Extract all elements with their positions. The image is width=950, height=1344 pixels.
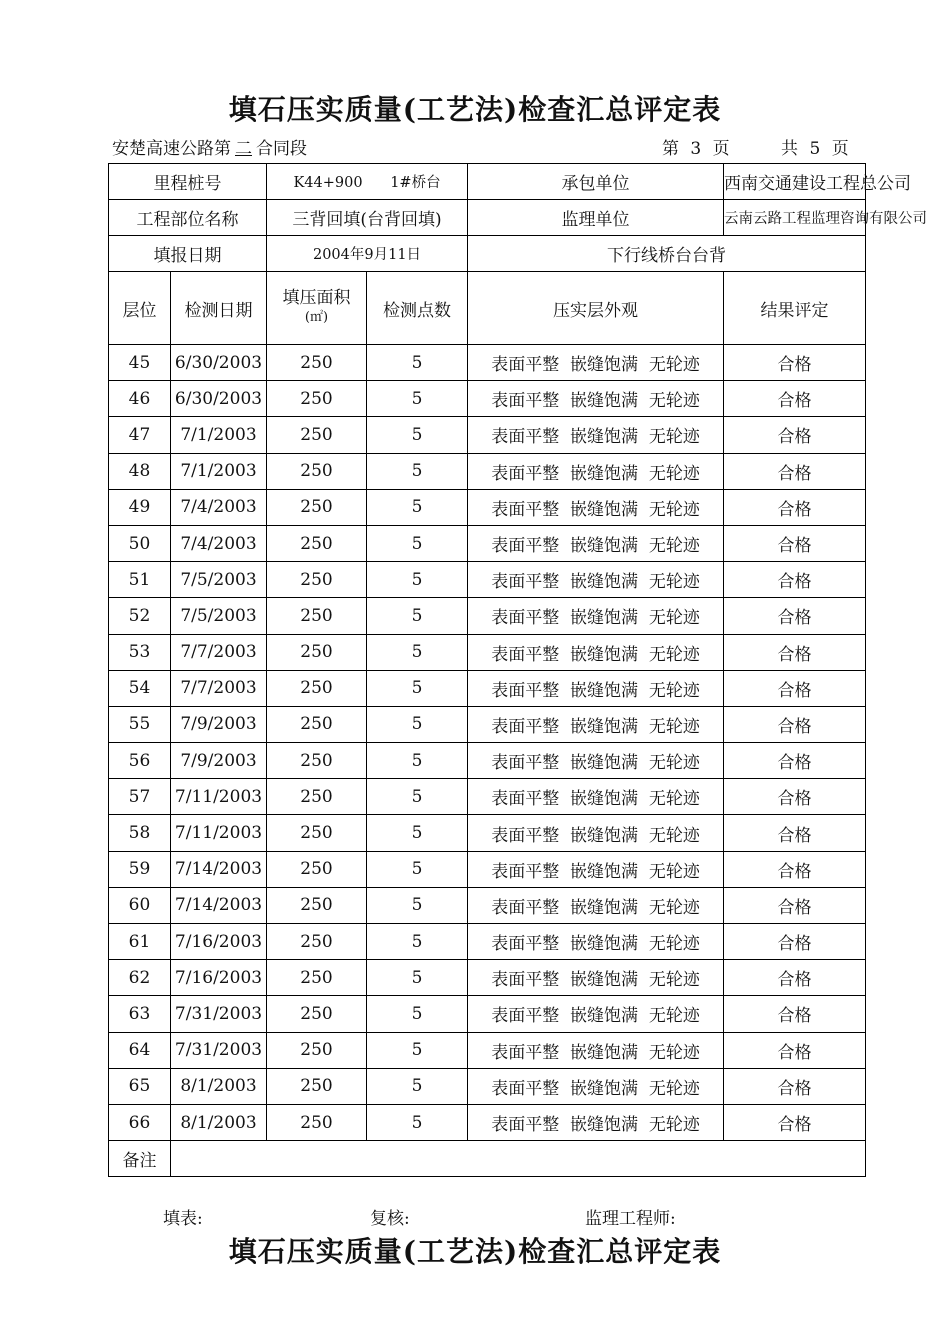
- cell-appearance: 表面平整 嵌缝饱满 无轮迹: [468, 381, 724, 417]
- table-row: [109, 1032, 866, 1068]
- cell-result: 合格: [724, 453, 866, 489]
- cell-points: 5: [367, 743, 468, 779]
- cell-layer: 57: [109, 779, 171, 815]
- table-row: [109, 634, 866, 670]
- contract-segment: 二: [235, 139, 252, 159]
- column-header-row: [109, 272, 866, 345]
- cell-appearance: 表面平整 嵌缝饱满 无轮迹: [468, 960, 724, 996]
- contractor-value: 西南交通建设工程总公司: [724, 164, 866, 200]
- cell-layer: 59: [109, 851, 171, 887]
- cell-result: 合格: [724, 670, 866, 706]
- info-row-part: [109, 200, 866, 236]
- page-label: 第: [662, 139, 679, 159]
- table-row: [109, 417, 866, 453]
- cell-appearance: 表面平整 嵌缝饱满 无轮迹: [468, 743, 724, 779]
- cell-layer: 66: [109, 1104, 171, 1140]
- cell-appearance: 表面平整 嵌缝饱满 无轮迹: [468, 1032, 724, 1068]
- table-row: [109, 1104, 866, 1140]
- cell-result: 合格: [724, 634, 866, 670]
- table-row: [109, 670, 866, 706]
- cell-points: 5: [367, 851, 468, 887]
- cell-date: 7/11/2003: [171, 815, 267, 851]
- cell-appearance: 表面平整 嵌缝饱满 无轮迹: [468, 670, 724, 706]
- cell-date: 6/30/2003: [171, 381, 267, 417]
- table-row: [109, 851, 866, 887]
- cell-area: 250: [267, 525, 367, 561]
- location-value: 下行线桥台台背: [468, 236, 866, 272]
- header-area-label: 填压面积: [282, 288, 351, 308]
- cell-layer: 63: [109, 996, 171, 1032]
- table-row: [109, 887, 866, 923]
- cell-points: 5: [367, 453, 468, 489]
- table-row: [109, 996, 866, 1032]
- cell-result: 合格: [724, 706, 866, 742]
- cell-appearance: 表面平整 嵌缝饱满 无轮迹: [468, 815, 724, 851]
- remark-value: [171, 1141, 866, 1177]
- cell-points: 5: [367, 815, 468, 851]
- contract-suffix: 合同段: [256, 139, 307, 159]
- cell-points: 5: [367, 489, 468, 525]
- table-row: [109, 453, 866, 489]
- report-date-value: 2004年9月11日: [267, 236, 468, 272]
- cell-result: 合格: [724, 345, 866, 381]
- cell-layer: 51: [109, 562, 171, 598]
- cell-layer: 55: [109, 706, 171, 742]
- table-row: [109, 489, 866, 525]
- cell-result: 合格: [724, 1104, 866, 1140]
- cell-layer: 46: [109, 381, 171, 417]
- cell-layer: 48: [109, 453, 171, 489]
- cell-layer: 56: [109, 743, 171, 779]
- cell-layer: 52: [109, 598, 171, 634]
- cell-points: 5: [367, 1032, 468, 1068]
- cell-appearance: 表面平整 嵌缝饱满 无轮迹: [468, 598, 724, 634]
- cell-points: 5: [367, 706, 468, 742]
- inspection-table: [108, 163, 928, 1177]
- cell-points: 5: [367, 345, 468, 381]
- station-label: 里程桩号: [109, 164, 267, 200]
- table-row: [109, 779, 866, 815]
- cell-area: 250: [267, 960, 367, 996]
- info-row-station: [109, 164, 866, 200]
- cell-points: 5: [367, 562, 468, 598]
- table-row: [109, 815, 866, 851]
- table-row: [109, 598, 866, 634]
- contractor-label: 承包单位: [468, 164, 724, 200]
- cell-result: 合格: [724, 851, 866, 887]
- cell-appearance: 表面平整 嵌缝饱满 无轮迹: [468, 706, 724, 742]
- cell-points: 5: [367, 634, 468, 670]
- cell-result: 合格: [724, 887, 866, 923]
- cell-appearance: 表面平整 嵌缝饱满 无轮迹: [468, 489, 724, 525]
- cell-date: 7/14/2003: [171, 851, 267, 887]
- table-row: [109, 706, 866, 742]
- cell-date: 7/16/2003: [171, 924, 267, 960]
- cell-points: 5: [367, 670, 468, 706]
- cell-result: 合格: [724, 924, 866, 960]
- cell-layer: 50: [109, 525, 171, 561]
- cell-appearance: 表面平整 嵌缝饱满 无轮迹: [468, 996, 724, 1032]
- total-unit: 页: [831, 139, 849, 159]
- table-row: [109, 743, 866, 779]
- cell-appearance: 表面平整 嵌缝饱满 无轮迹: [468, 924, 724, 960]
- next-page-title: 填石压实质量(工艺法)检查汇总评定表: [228, 1235, 722, 1268]
- cell-area: 250: [267, 851, 367, 887]
- cell-appearance: 表面平整 嵌缝饱满 无轮迹: [468, 779, 724, 815]
- cell-date: 7/4/2003: [171, 525, 267, 561]
- cell-date: 8/1/2003: [171, 1104, 267, 1140]
- station-value: K44+900 1#桥台: [267, 164, 468, 200]
- signature-engineer: 监理工程师:: [585, 1209, 676, 1229]
- cell-date: 7/1/2003: [171, 417, 267, 453]
- cell-points: 5: [367, 1104, 468, 1140]
- header-area: [267, 272, 367, 345]
- cell-area: 250: [267, 887, 367, 923]
- cell-result: 合格: [724, 562, 866, 598]
- part-value: 三背回填(台背回填): [267, 200, 468, 236]
- cell-result: 合格: [724, 1068, 866, 1104]
- cell-area: 250: [267, 779, 367, 815]
- cell-appearance: 表面平整 嵌缝饱满 无轮迹: [468, 851, 724, 887]
- cell-layer: 47: [109, 417, 171, 453]
- cell-points: 5: [367, 417, 468, 453]
- cell-layer: 49: [109, 489, 171, 525]
- table-row: [109, 345, 866, 381]
- cell-layer: 61: [109, 924, 171, 960]
- cell-area: 250: [267, 815, 367, 851]
- cell-date: 7/9/2003: [171, 706, 267, 742]
- cell-date: 6/30/2003: [171, 345, 267, 381]
- cell-appearance: 表面平整 嵌缝饱满 无轮迹: [468, 887, 724, 923]
- header-result: 结果评定: [724, 272, 866, 345]
- cell-points: 5: [367, 887, 468, 923]
- cell-result: 合格: [724, 743, 866, 779]
- part-label: 工程部位名称: [109, 200, 267, 236]
- cell-points: 5: [367, 598, 468, 634]
- cell-area: 250: [267, 1104, 367, 1140]
- report-date-label: 填报日期: [109, 236, 267, 272]
- contract-section: [112, 134, 307, 159]
- cell-date: 7/5/2003: [171, 598, 267, 634]
- cell-date: 7/7/2003: [171, 634, 267, 670]
- table-row: [109, 525, 866, 561]
- cell-appearance: 表面平整 嵌缝饱满 无轮迹: [468, 453, 724, 489]
- cell-date: 7/31/2003: [171, 996, 267, 1032]
- cell-layer: 64: [109, 1032, 171, 1068]
- page-title: 填石压实质量(工艺法)检查汇总评定表: [228, 93, 722, 126]
- table-row: [109, 924, 866, 960]
- cell-result: 合格: [724, 598, 866, 634]
- cell-area: 250: [267, 453, 367, 489]
- total-number: 5: [809, 139, 821, 159]
- header-area-unit: (㎡): [304, 310, 329, 325]
- page-unit: 页: [712, 139, 730, 159]
- cell-appearance: 表面平整 嵌缝饱满 无轮迹: [468, 525, 724, 561]
- cell-points: 5: [367, 960, 468, 996]
- cell-area: 250: [267, 924, 367, 960]
- page-number: 3: [690, 139, 702, 159]
- cell-area: 250: [267, 743, 367, 779]
- cell-area: 250: [267, 706, 367, 742]
- contract-prefix: 安楚高速公路第: [112, 139, 231, 159]
- table-row: [109, 1068, 866, 1104]
- cell-layer: 45: [109, 345, 171, 381]
- cell-result: 合格: [724, 815, 866, 851]
- cell-date: 7/31/2003: [171, 1032, 267, 1068]
- cell-layer: 58: [109, 815, 171, 851]
- cell-result: 合格: [724, 489, 866, 525]
- total-label: 共: [781, 139, 799, 159]
- cell-layer: 60: [109, 887, 171, 923]
- cell-area: 250: [267, 381, 367, 417]
- cell-points: 5: [367, 525, 468, 561]
- cell-date: 8/1/2003: [171, 1068, 267, 1104]
- signature-review: 复核:: [370, 1209, 410, 1229]
- cell-area: 250: [267, 634, 367, 670]
- cell-area: 250: [267, 1032, 367, 1068]
- remark-row: [109, 1141, 866, 1177]
- header-appearance: 压实层外观: [468, 272, 724, 345]
- cell-date: 7/4/2003: [171, 489, 267, 525]
- cell-area: 250: [267, 562, 367, 598]
- cell-points: 5: [367, 996, 468, 1032]
- cell-points: 5: [367, 924, 468, 960]
- supervisor-label: 监理单位: [468, 200, 724, 236]
- cell-area: 250: [267, 996, 367, 1032]
- cell-appearance: 表面平整 嵌缝饱满 无轮迹: [468, 634, 724, 670]
- cell-layer: 53: [109, 634, 171, 670]
- cell-points: 5: [367, 1068, 468, 1104]
- cell-layer: 65: [109, 1068, 171, 1104]
- cell-area: 250: [267, 598, 367, 634]
- header-date: 检测日期: [171, 272, 267, 345]
- cell-area: 250: [267, 1068, 367, 1104]
- cell-date: 7/5/2003: [171, 562, 267, 598]
- cell-area: 250: [267, 345, 367, 381]
- cell-layer: 54: [109, 670, 171, 706]
- cell-result: 合格: [724, 417, 866, 453]
- cell-date: 7/16/2003: [171, 960, 267, 996]
- cell-date: 7/11/2003: [171, 779, 267, 815]
- cell-points: 5: [367, 779, 468, 815]
- header-points: 检测点数: [367, 272, 468, 345]
- cell-result: 合格: [724, 960, 866, 996]
- cell-appearance: 表面平整 嵌缝饱满 无轮迹: [468, 562, 724, 598]
- page-info: [662, 134, 855, 159]
- cell-area: 250: [267, 489, 367, 525]
- header-layer: 层位: [109, 272, 171, 345]
- cell-layer: 62: [109, 960, 171, 996]
- signature-fill: 填表:: [163, 1209, 203, 1229]
- table-row: [109, 381, 866, 417]
- remark-label: 备注: [109, 1141, 171, 1177]
- cell-result: 合格: [724, 381, 866, 417]
- cell-appearance: 表面平整 嵌缝饱满 无轮迹: [468, 345, 724, 381]
- cell-result: 合格: [724, 1032, 866, 1068]
- cell-appearance: 表面平整 嵌缝饱满 无轮迹: [468, 1068, 724, 1104]
- table-row: [109, 960, 866, 996]
- cell-area: 250: [267, 670, 367, 706]
- info-row-date: [109, 236, 866, 272]
- cell-result: 合格: [724, 996, 866, 1032]
- cell-date: 7/7/2003: [171, 670, 267, 706]
- cell-area: 250: [267, 417, 367, 453]
- cell-date: 7/9/2003: [171, 743, 267, 779]
- cell-points: 5: [367, 381, 468, 417]
- cell-date: 7/1/2003: [171, 453, 267, 489]
- table-row: [109, 562, 866, 598]
- cell-appearance: 表面平整 嵌缝饱满 无轮迹: [468, 1104, 724, 1140]
- cell-result: 合格: [724, 779, 866, 815]
- supervisor-value: 云南云路工程监理咨询有限公司: [724, 200, 866, 236]
- cell-result: 合格: [724, 525, 866, 561]
- cell-appearance: 表面平整 嵌缝饱满 无轮迹: [468, 417, 724, 453]
- cell-date: 7/14/2003: [171, 887, 267, 923]
